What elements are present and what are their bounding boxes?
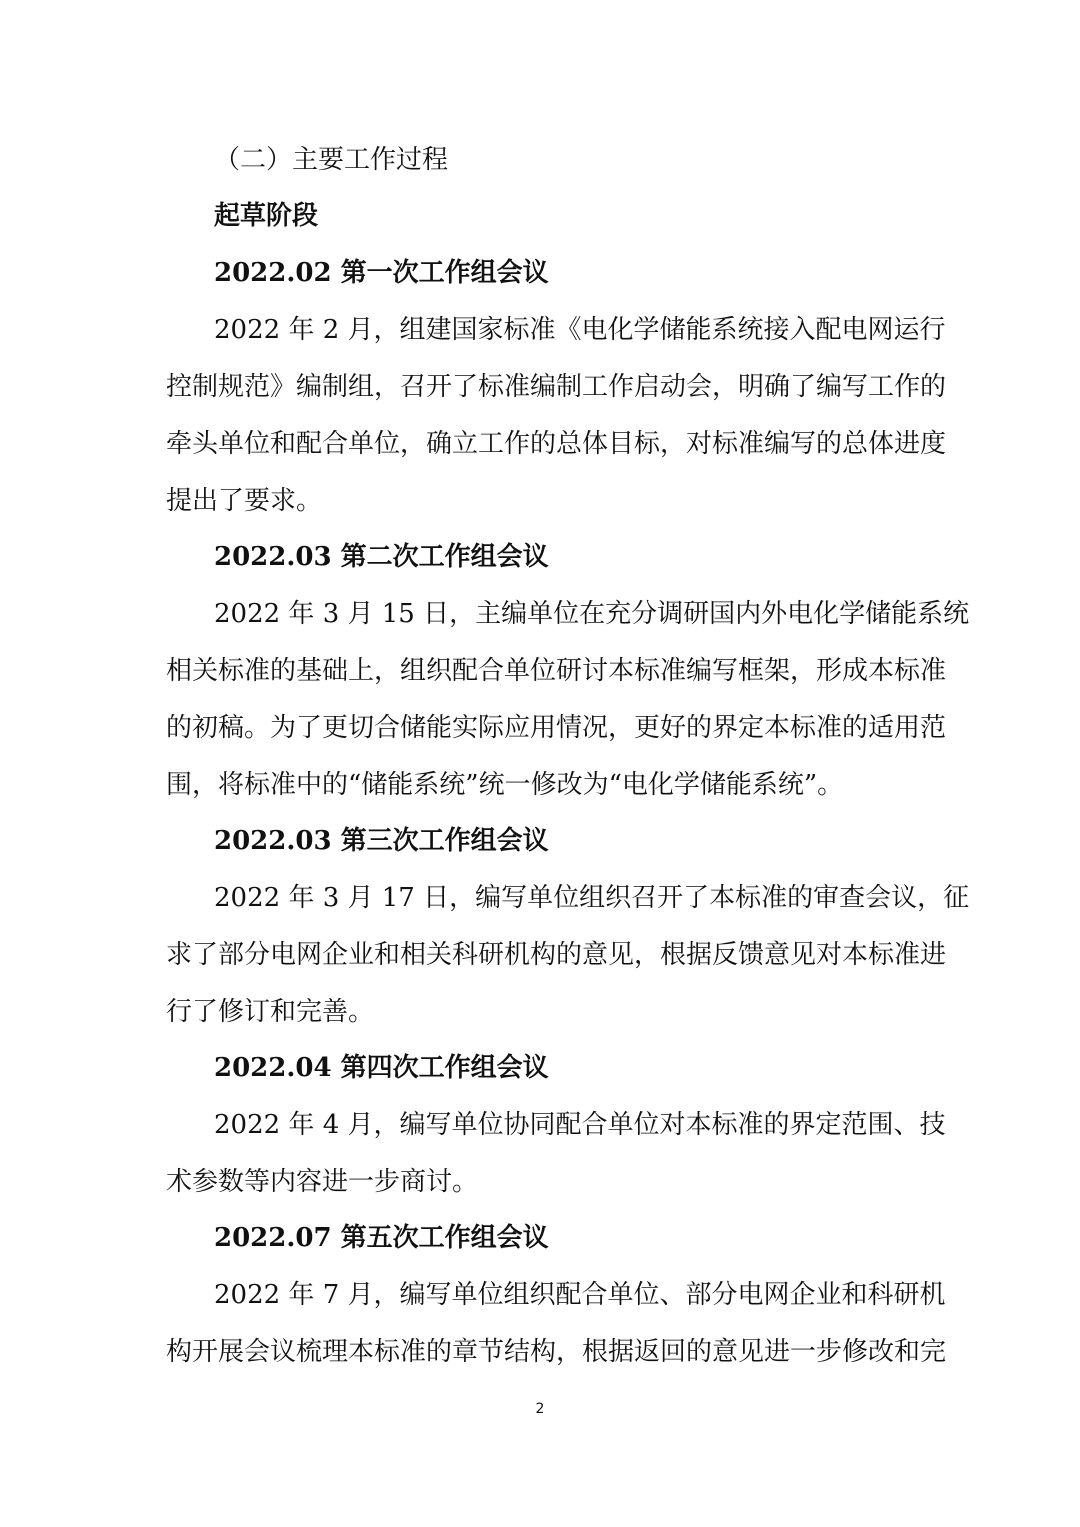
meeting-1-line-4: 提出了要求。	[166, 486, 323, 516]
meeting-4-line-2: 术参数等内容进一步商讨。	[166, 1167, 479, 1197]
meeting-5-line-2: 构开展会议梳理本标准的章节结构，根据返回的意见进一步修改和完	[166, 1337, 947, 1367]
meeting-heading-1: 2022.02 第一次工作组会议	[214, 258, 549, 288]
meeting-2-line-2: 相关标准的基础上，组织配合单位研讨本标准编写框架，形成本标准	[166, 656, 947, 686]
meeting-3-line-3: 行了修订和完善。	[166, 997, 375, 1027]
meeting-heading-3: 2022.03 第三次工作组会议	[214, 826, 549, 856]
meeting-heading-5: 2022.07 第五次工作组会议	[214, 1223, 549, 1253]
meeting-1-line-3: 牵头单位和配合单位，确立工作的总体目标，对标准编写的总体进度	[166, 429, 947, 459]
meeting-heading-4: 2022.04 第四次工作组会议	[214, 1053, 549, 1083]
meeting-3-line-2: 求了部分电网企业和相关科研机构的意见，根据反馈意见对本标准进	[166, 940, 947, 970]
phase-title: 起草阶段	[214, 201, 319, 231]
meeting-2-line-1: 2022 年 3 月 15 日，主编单位在充分调研国内外电化学储能系统	[214, 599, 970, 629]
page-number: 2	[535, 1401, 545, 1417]
meeting-1-line-1: 2022 年 2 月，组建国家标准《电化学储能系统接入配电网运行	[214, 315, 946, 345]
meeting-3-line-1: 2022 年 3 月 17 日，编写单位组织召开了本标准的审查会议，征	[214, 883, 970, 913]
section-title: （二）主要工作过程	[214, 145, 449, 175]
meeting-4-line-1: 2022 年 4 月，编写单位协同配合单位对本标准的界定范围、技	[214, 1110, 946, 1140]
meeting-2-line-3: 的初稿。为了更切合储能实际应用情况，更好的界定本标准的适用范	[166, 713, 947, 743]
meeting-heading-2: 2022.03 第二次工作组会议	[214, 542, 549, 572]
meeting-2-line-4: 围，将标准中的“储能系统”统一修改为“电化学储能系统”。	[166, 770, 844, 800]
meeting-5-line-1: 2022 年 7 月，编写单位组织配合单位、部分电网企业和科研机	[214, 1280, 946, 1310]
meeting-1-line-2: 控制规范》编制组，召开了标准编制工作启动会，明确了编写工作的	[166, 372, 947, 402]
